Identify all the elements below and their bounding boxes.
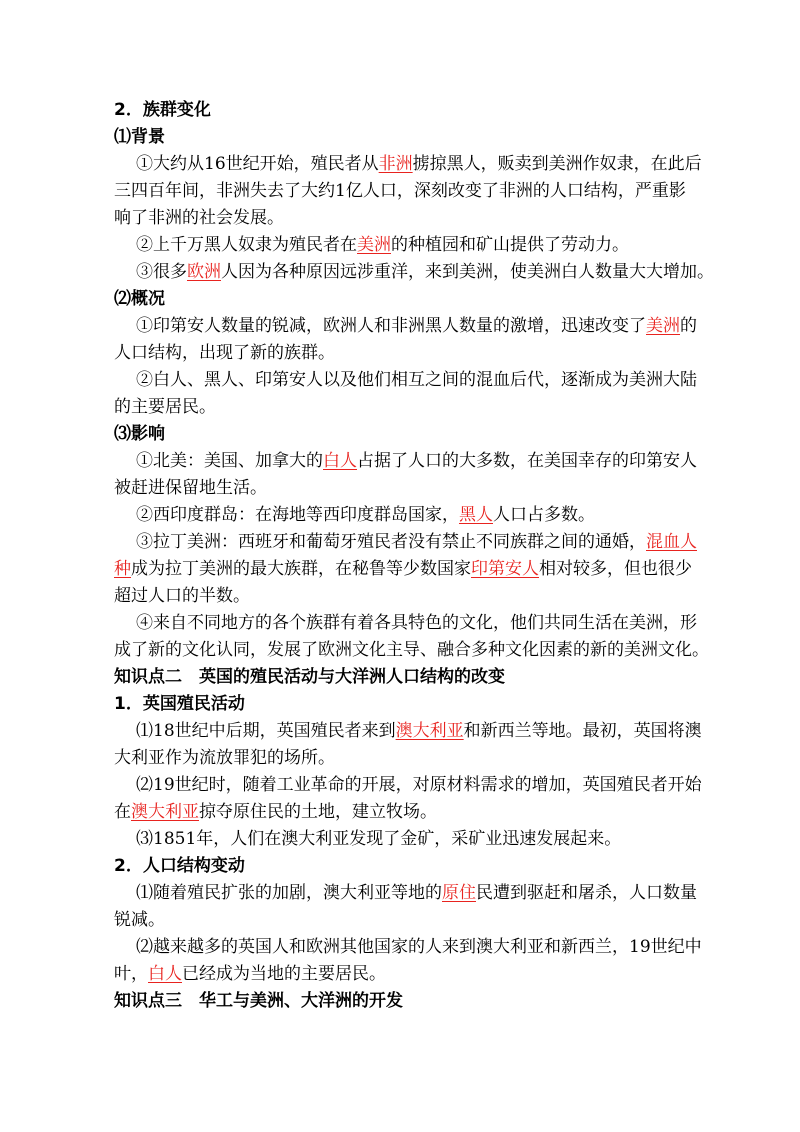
paragraph-line: ⑶1851年，人们在澳大利亚发现了金矿，采矿业迅速发展起来。 xyxy=(136,829,622,849)
paragraph-line: 响了非洲的社会发展。 xyxy=(114,208,284,228)
paragraph-line: ③很多欧洲人因为各种原因远涉重洋，来到美洲，使美洲白人数量大大增加。 xyxy=(136,262,714,282)
keyword-europe: 欧洲 xyxy=(187,262,221,282)
paragraph-line: ③拉丁美洲：西班牙和葡萄牙殖民者没有禁止不同族群之间的通婚，混血人 xyxy=(136,532,697,552)
paragraph-line: 被赶进保留地生活。 xyxy=(114,478,267,498)
paragraph-line: 种成为拉丁美洲的最大族群，在秘鲁等少数国家印第安人相对较多，但也很少 xyxy=(114,559,692,579)
keyword-australia: 澳大利亚 xyxy=(131,802,199,822)
paragraph-line: ⑵19世纪时，随着工业革命的开展，对原材料需求的增加，英国殖民者开始 xyxy=(136,775,702,795)
keyword-mixed-race-cont: 种 xyxy=(114,559,131,579)
keyword-indians: 印第安人 xyxy=(471,559,539,579)
paragraph-line: 的主要居民。 xyxy=(114,397,216,417)
keyword-indigenous: 原住 xyxy=(442,883,476,903)
paragraph-line: ④来自不同地方的各个族群有着各具特色的文化，他们共同生活在美洲，形 xyxy=(136,613,697,633)
paragraph-line: ①大约从16世纪开始，殖民者从非洲掳掠黑人，贩卖到美洲作奴隶，在此后 xyxy=(136,154,702,174)
paragraph-line: 人口结构，出现了新的族群。 xyxy=(114,343,335,363)
paragraph-line: 三四百年间，非洲失去了大约1亿人口，深刻改变了非洲的人口结构，严重影 xyxy=(114,181,686,201)
paragraph-line: 成了新的文化认同，发展了欧洲文化主导、融合多种文化因素的新的美洲文化。 xyxy=(114,640,709,660)
keyword-americas: 美洲 xyxy=(646,316,680,336)
keyword-white-people: 白人 xyxy=(148,964,182,984)
keyword-africa: 非洲 xyxy=(378,154,413,174)
paragraph-line: ⑴随着殖民扩张的加剧，澳大利亚等地的原住民遭到驱赶和屠杀，人口数量 xyxy=(136,883,697,903)
section-heading-population-change: 2．人口结构变动 xyxy=(114,856,245,876)
keyword-white-people: 白人 xyxy=(323,451,357,471)
section-heading-british-colonial: 1．英国殖民活动 xyxy=(114,694,245,714)
keyword-mixed-race: 混血人 xyxy=(646,532,697,552)
paragraph-line: ⑵越来越多的英国人和欧洲其他国家的人来到澳大利亚和新西兰，19世纪中 xyxy=(136,937,702,957)
paragraph-line: 锐减。 xyxy=(114,910,165,930)
keyword-americas: 美洲 xyxy=(357,235,391,255)
paragraph-line: 叶，白人已经成为当地的主要居民。 xyxy=(114,964,386,984)
paragraph-line: ①印第安人数量的锐减，欧洲人和非洲黑人数量的激增，迅速改变了美洲的 xyxy=(136,316,697,336)
paragraph-line: ⑴18世纪中后期，英国殖民者来到澳大利亚和新西兰等地。最初，英国将澳 xyxy=(136,721,702,741)
knowledge-point-2-heading: 知识点二 英国的殖民活动与大洋洲人口结构的改变 xyxy=(114,667,505,687)
keyword-black-people: 黑人 xyxy=(459,505,493,525)
paragraph-line: ②白人、黑人、印第安人以及他们相互之间的混血后代，逐渐成为美洲大陆 xyxy=(136,370,697,390)
knowledge-point-3-heading: 知识点三 华工与美洲、大洋洲的开发 xyxy=(114,991,403,1011)
paragraph-line: ①北美：美国、加拿大的白人占据了人口的大多数，在美国幸存的印第安人 xyxy=(136,451,697,471)
paragraph-line: ②上千万黑人奴隶为殖民者在美洲的种植园和矿山提供了劳动力。 xyxy=(136,235,629,255)
paragraph-line: ②西印度群岛：在海地等西印度群岛国家，黑人人口占多数。 xyxy=(136,505,595,525)
paragraph-line: 超过人口的半数。 xyxy=(114,586,250,606)
subheading-impact: ⑶影响 xyxy=(114,424,165,444)
keyword-australia: 澳大利亚 xyxy=(395,721,464,741)
section-heading-ethnic-change: 2．族群变化 xyxy=(114,100,211,120)
subheading-overview: ⑵概况 xyxy=(114,289,165,309)
paragraph-line: 在澳大利亚掠夺原住民的土地，建立牧场。 xyxy=(114,802,437,822)
subheading-background: ⑴背景 xyxy=(114,127,165,147)
paragraph-line: 大利亚作为流放罪犯的场所。 xyxy=(114,748,335,768)
